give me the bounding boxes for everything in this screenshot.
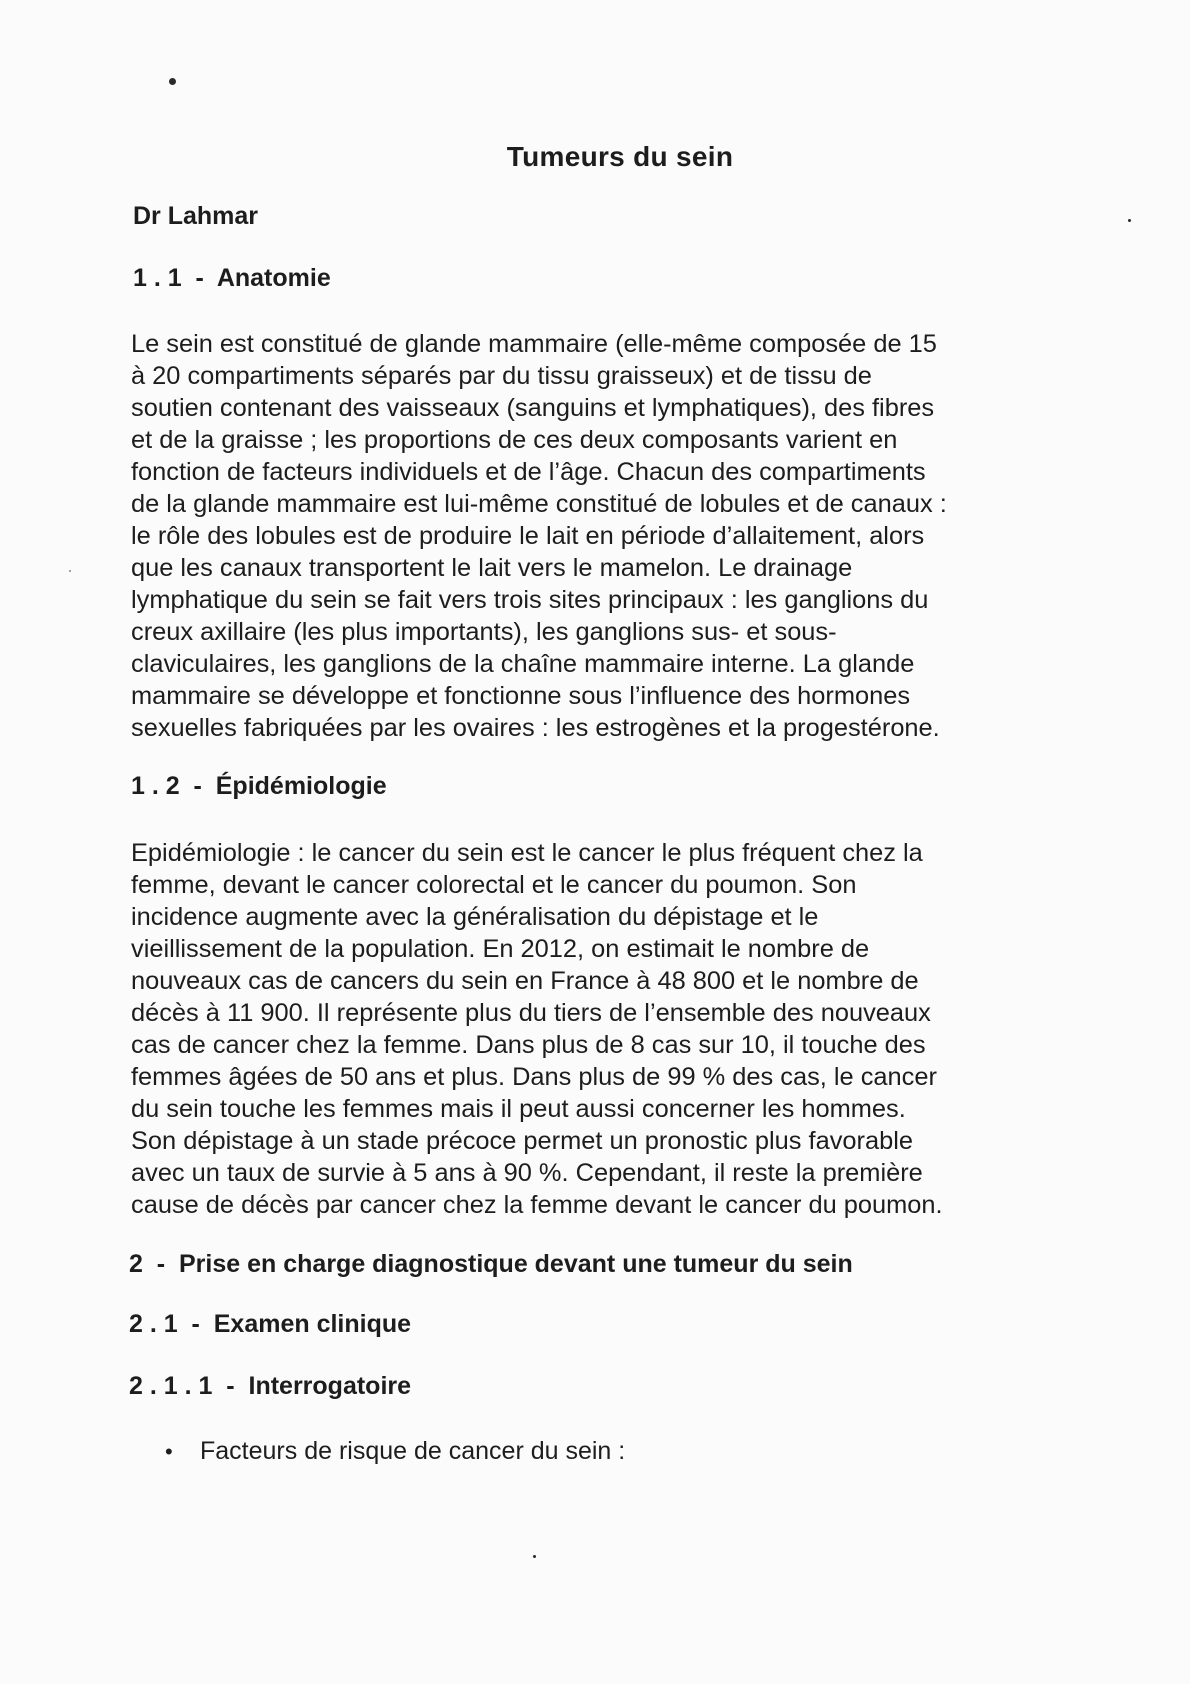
- paragraph-line: décès à 11 900. Il représente plus du tiers de l’ensemble des nouveaux: [131, 999, 931, 1027]
- paragraph-line: soutien contenant des vaisseaux (sanguins et lymphatiques), des fibres: [131, 394, 935, 422]
- scan-speck: [533, 1555, 536, 1558]
- paragraph-line: cas de cancer chez la femme. Dans plus de 8 cas sur 10, il touche des: [131, 1031, 926, 1059]
- paragraph-line: de la glande mammaire est lui-même constitué de lobules et de canaux :: [131, 490, 947, 518]
- scan-speck: [69, 570, 71, 572]
- paragraph-line: lymphatique du sein se fait vers trois sites principaux : les ganglions du: [131, 586, 929, 614]
- paragraph-line: cause de décès par cancer chez la femme devant le cancer du poumon.: [131, 1191, 943, 1219]
- paragraph-line: que les canaux transportent le lait vers le mamelon. Le drainage: [131, 554, 853, 582]
- paragraph-line: Son dépistage à un stade précoce permet un pronostic plus favorable: [131, 1127, 913, 1155]
- paragraph-line: vieillissement de la population. En 2012, on estimait le nombre de: [131, 935, 870, 963]
- paragraph-line: avec un taux de survie à 5 ans à 90 %. Cependant, il reste la première: [131, 1159, 923, 1187]
- paragraph-line: et de la graisse ; les proportions de ces deux composants varient en: [131, 426, 898, 454]
- scan-speck: [1128, 219, 1131, 222]
- paragraph-line: claviculaires, les ganglions de la chaîne mammaire interne. La glande: [131, 650, 915, 678]
- paragraph-line: fonction de facteurs individuels et de l’âge. Chacun des compartiments: [131, 458, 926, 486]
- paragraph-line: creux axillaire (les plus importants), les ganglions sus- et sous-: [131, 618, 837, 646]
- bullet-text: Facteurs de risque de cancer du sein :: [200, 1437, 626, 1465]
- section-heading-prise-en-charge: 2 - Prise en charge diagnostique devant une tumeur du sein: [129, 1250, 853, 1278]
- paragraph-anatomie: [131, 328, 1031, 744]
- paragraph-line: femme, devant le cancer colorectal et le cancer du poumon. Son: [131, 871, 857, 899]
- section-heading-anatomie: 1 . 1 - Anatomie: [133, 264, 331, 292]
- paragraph-line: nouveaux cas de cancers du sein en France à 48 800 et le nombre de: [131, 967, 919, 995]
- section-heading-interrogatoire: 2 . 1 . 1 - Interrogatoire: [129, 1372, 412, 1400]
- section-heading-examen-clinique: 2 . 1 - Examen clinique: [129, 1310, 412, 1338]
- paragraph-line: du sein touche les femmes mais il peut aussi concerner les hommes.: [131, 1095, 906, 1123]
- paragraph-line: à 20 compartiments séparés par du tissu graisseux) et de tissu de: [131, 362, 872, 390]
- section-heading-epidemiologie: 1 . 2 - Épidémiologie: [131, 772, 387, 800]
- paragraph-line: mammaire se développe et fonctionne sous l’influence des hormones: [131, 682, 911, 710]
- paragraph-line: Epidémiologie : le cancer du sein est le cancer le plus fréquent chez la: [131, 839, 923, 867]
- paragraph-epidemiologie: [131, 837, 1031, 1221]
- document-title: Tumeurs du sein: [506, 141, 734, 172]
- scan-speck: [169, 78, 176, 85]
- paragraph-line: incidence augmente avec la généralisation du dépistage et le: [131, 903, 819, 931]
- bullet-dot: •: [165, 1439, 173, 1464]
- document-author: Dr Lahmar: [133, 202, 259, 230]
- paragraph-line: sexuelles fabriquées par les ovaires : les estrogènes et la progestérone.: [131, 714, 940, 742]
- paragraph-line: femmes âgées de 50 ans et plus. Dans plus de 99 % des cas, le cancer: [131, 1063, 937, 1091]
- paragraph-line: le rôle des lobules est de produire le lait en période d’allaitement, alors: [131, 522, 925, 550]
- paragraph-line: Le sein est constitué de glande mammaire (elle-même composée de 15: [131, 330, 937, 358]
